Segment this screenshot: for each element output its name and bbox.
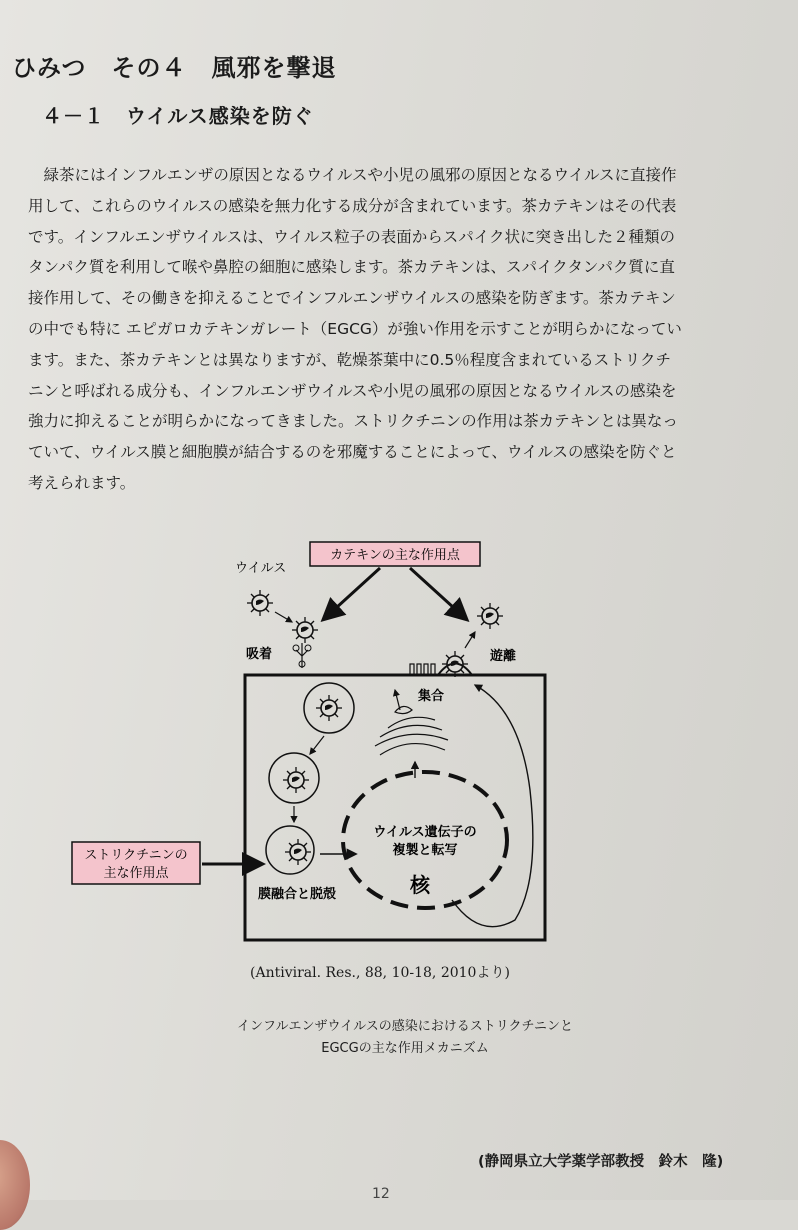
virus-icon	[247, 590, 273, 616]
svg-text:主な作用点: 主な作用点	[103, 866, 169, 881]
catechin-arrow-adsorption	[325, 568, 380, 618]
mechanism-diagram	[70, 540, 560, 950]
virus-icon	[477, 603, 503, 629]
page-heading: ひみつ その４ 風邪を撃退	[12, 54, 337, 82]
replication-label-2: 複製と転写	[392, 843, 458, 858]
paragraph-line: 強力に抑えることが明らかになってきました。ストリクチニンの作用は茶カテキンとは異なっ	[28, 412, 678, 431]
nucleus-label: 核	[410, 873, 430, 897]
svg-text:カテキンの主な作用点: カテキンの主な作用点	[330, 548, 460, 563]
strictinin-label	[72, 842, 200, 884]
assembly-label: 集合	[418, 689, 445, 704]
author-credit: (静岡県立大学薬学部教授 鈴木 隆)	[478, 1154, 724, 1170]
finger-photo-edge	[0, 1140, 30, 1230]
paragraph-line: 考えられます。	[28, 473, 136, 492]
figure-source: (Antiviral. Res., 88, 10-18, 2010より)	[250, 965, 510, 981]
paragraph-line: 用して、これらのウイルスの感染を無力化する成分が含まれています。茶カテキンはその代表	[28, 196, 677, 215]
svg-text:ストリクチニンの: ストリクチニンの	[84, 848, 188, 863]
paragraph-line: の中でも特に エピガロカテキンガレート（EGCG）が強い作用を示すことが明らかになってい	[28, 319, 682, 338]
export-path	[452, 685, 533, 927]
bleed-through-text	[600, 40, 615, 61]
fusion-label: 膜融合と脱殻	[258, 887, 337, 902]
catechin-arrow-release	[410, 568, 465, 618]
paragraph-line: です。インフルエンザウイルスは、ウイルス粒子の表面からスパイク状に突き出した２種類の	[28, 227, 675, 246]
figure-caption	[210, 1016, 600, 1060]
paragraph-line: 接作用して、その働きを抑えることでインフルエンザウイルスの感染を防ぎます。茶カテキン	[28, 289, 676, 308]
paragraph-line: ます。また、茶カテキンとは異なりますが、乾燥茶葉中に0.5％程度含まれているストリクチ	[28, 350, 671, 369]
assembly-site	[410, 664, 435, 675]
body-paragraph	[28, 160, 768, 499]
virus-label: ウイルス	[235, 561, 287, 576]
page-number: 12	[372, 1186, 390, 1202]
release-label: 遊離	[490, 649, 517, 664]
golgi-apparatus	[375, 706, 448, 755]
adsorption-label: 吸着	[246, 647, 273, 662]
paragraph-line: ていて、ウイルス膜と細胞膜が結合するのを邪魔することによって、ウイルスの感染を防ぐと	[28, 443, 677, 462]
catechin-label	[310, 542, 480, 566]
paragraph-line: ニンと呼ばれる成分も、インフルエンザウイルスや小児の風邪の原因となるウイルスの感染を	[28, 381, 677, 400]
paragraph-line: 緑茶にはインフルエンザの原因となるウイルスや小児の風邪の原因となるウイルスに直接作	[28, 166, 677, 184]
caption-line: EGCGの主な作用メカニズム	[321, 1041, 489, 1056]
caption-line: インフルエンザウイルスの感染におけるストリクチニンと	[237, 1019, 573, 1034]
paragraph-line: タンパク質を利用して喉や鼻腔の細胞に感染します。茶カテキンは、スパイクタンパク質に直	[28, 258, 675, 277]
section-heading: ４－１ ウイルス感染を防ぐ	[42, 104, 314, 128]
replication-label-1: ウイルス遺伝子の	[373, 825, 477, 840]
virus-icon	[292, 617, 318, 643]
